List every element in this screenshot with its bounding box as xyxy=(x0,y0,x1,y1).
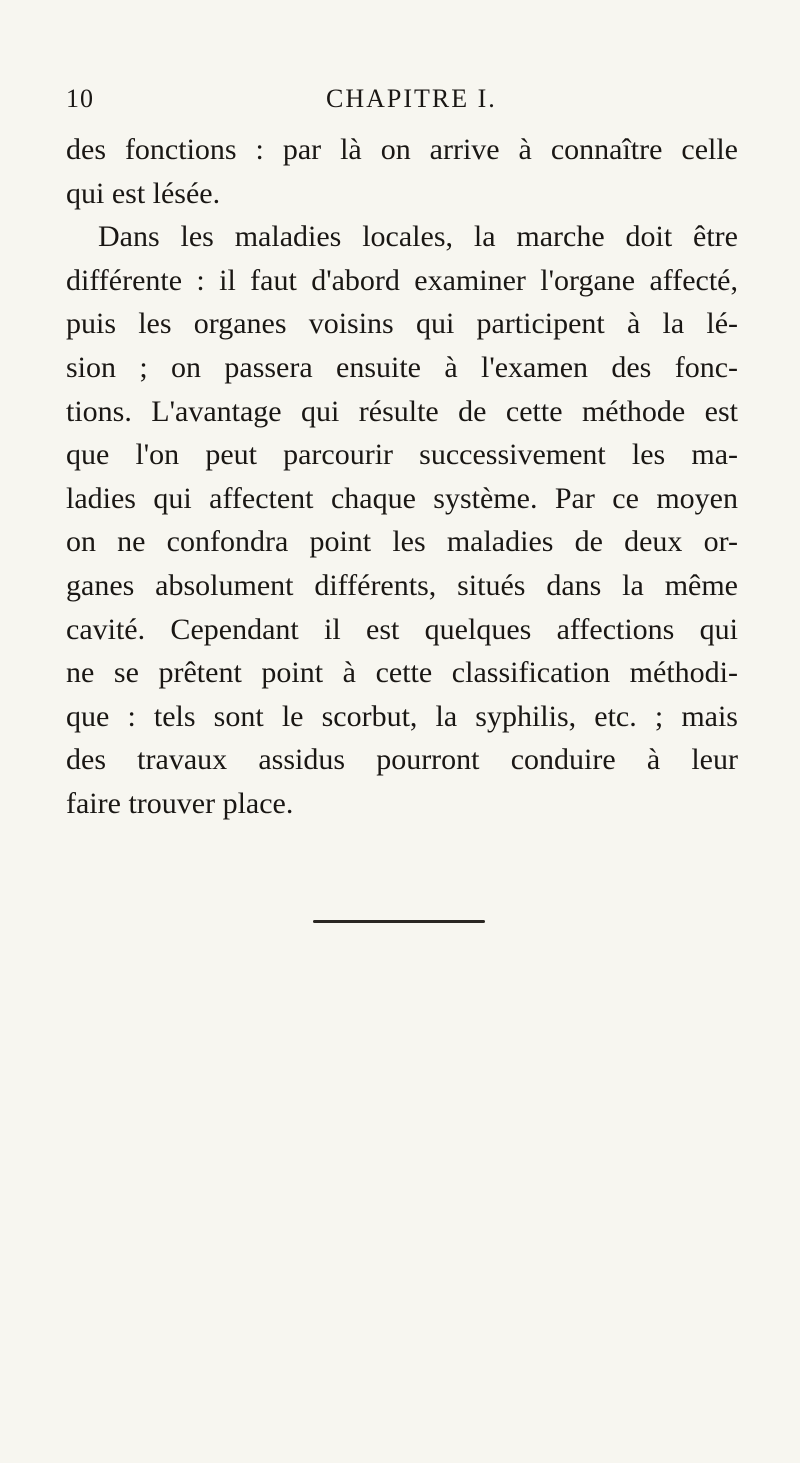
section-divider-rule xyxy=(313,920,485,923)
chapter-title: CHAPITRE I. xyxy=(326,84,497,113)
text-line: que l'on peut parcourir successivement les ma- xyxy=(66,438,738,472)
running-head xyxy=(66,84,736,120)
text-line: différente : il faut d'abord examiner l'organe affecté, xyxy=(66,263,738,297)
text-line: des fonctions : par là on arrive à connaître celle xyxy=(66,133,738,166)
text-line: ne se prêtent point à cette classification méthodi- xyxy=(66,656,738,690)
page-number: 10 xyxy=(66,84,94,113)
text-line: on ne confondra point les maladies de deux or- xyxy=(66,525,738,559)
text-line: ladies qui affectent chaque système. Par ce moyen xyxy=(66,481,738,515)
text-line: des travaux assidus pourront conduire à leur xyxy=(66,743,738,777)
text-line: qui est lésée. xyxy=(66,176,221,210)
text-line: tions. L'avantage qui résulte de cette méthode est xyxy=(66,394,738,428)
text-line: sion ; on passera ensuite à l'examen des fonc- xyxy=(66,350,738,384)
text-line: puis les organes voisins qui participent à la lé- xyxy=(66,307,738,341)
text-line: faire trouver place. xyxy=(66,786,294,820)
text-line: cavité. Cependant il est quelques affections qui xyxy=(66,612,738,646)
text-line: ganes absolument différents, situés dans la même xyxy=(66,568,738,602)
paragraph-start-line: Dans les maladies locales, la marche doit être xyxy=(98,220,738,254)
body-text xyxy=(66,128,738,826)
text-line: que : tels sont le scorbut, la syphilis, etc. ; mais xyxy=(66,699,738,733)
